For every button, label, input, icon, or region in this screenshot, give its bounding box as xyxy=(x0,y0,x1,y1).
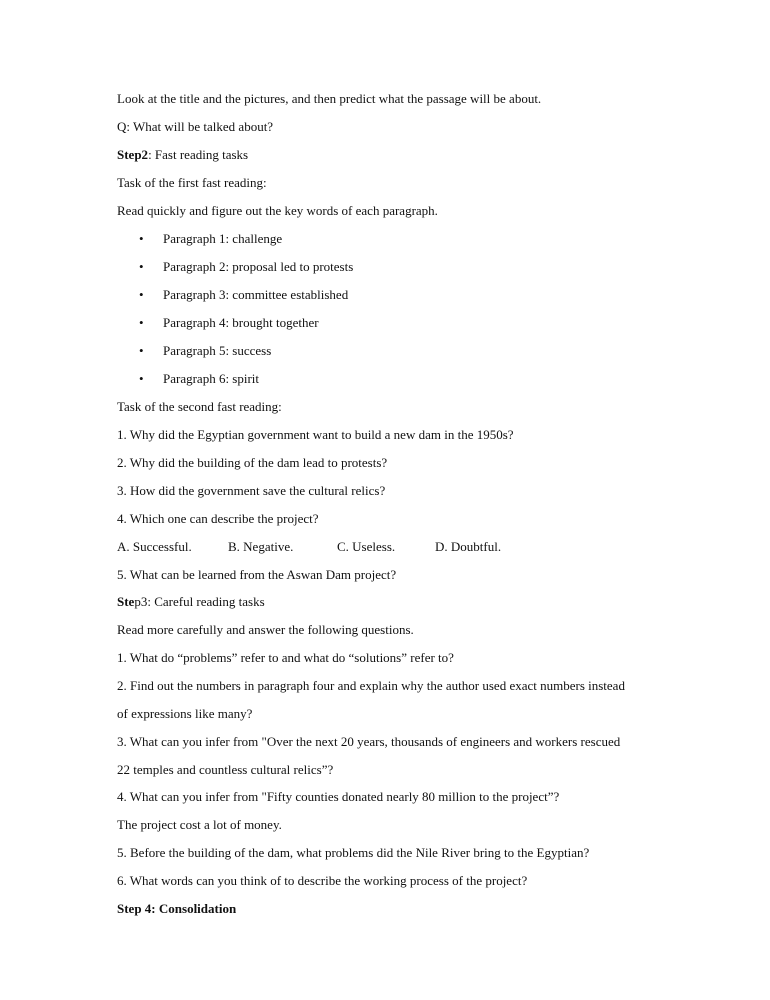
bullet-marker: • xyxy=(139,231,144,246)
task2-question-1: 1. Why did the Egyptian government want to build a new dam in the 1950s? xyxy=(117,427,514,442)
task1-title: Task of the first fast reading: xyxy=(117,175,267,190)
bullet-marker: • xyxy=(139,259,144,274)
answer-options xyxy=(117,538,501,556)
bullet-text: Paragraph 6: spirit xyxy=(163,371,260,386)
task2-question-5: 5. What can be learned from the Aswan Dam project? xyxy=(117,567,397,582)
step2-rest: : Fast reading tasks xyxy=(148,147,249,162)
careful-question-2-cont: of expressions like many? xyxy=(117,706,253,721)
step4-label: Step 4: Consolidation xyxy=(117,901,237,916)
step4-heading xyxy=(117,900,236,918)
careful-question-3-cont: 22 temples and countless cultural relics”? xyxy=(117,762,334,777)
careful-question-5: 5. Before the building of the dam, what problems did the Nile River bring to the Egyptian? xyxy=(117,845,590,860)
bullet-marker: • xyxy=(139,343,144,358)
careful-question-6: 6. What words can you think of to describe the working process of the project? xyxy=(117,873,528,888)
task2-question-3: 3. How did the government save the cultural relics? xyxy=(117,483,386,498)
careful-question-3: 3. What can you infer from "Over the next 20 years, thousands of engineers and workers rescued xyxy=(117,734,621,749)
bullet-marker: • xyxy=(139,287,144,302)
bullet-marker: • xyxy=(139,371,144,386)
step3-rest: p3: Careful reading tasks xyxy=(134,594,265,609)
task2-question-2: 2. Why did the building of the dam lead to protests? xyxy=(117,455,388,470)
step2-label: Step2 xyxy=(117,147,149,162)
option-c: C. Useless. xyxy=(337,539,396,554)
careful-answer-4: The project cost a lot of money. xyxy=(117,817,282,832)
step2-heading xyxy=(117,146,248,164)
step3-instruction: Read more carefully and answer the following questions. xyxy=(117,622,414,637)
bullet-item xyxy=(139,230,282,248)
bullet-item xyxy=(139,286,348,304)
step3-label: Ste xyxy=(117,594,135,609)
bullet-text: Paragraph 1: challenge xyxy=(163,231,283,246)
careful-question-1: 1. What do “problems” refer to and what do “solutions” refer to? xyxy=(117,650,454,665)
bullet-text: Paragraph 3: committee established xyxy=(163,287,349,302)
option-a: A. Successful. xyxy=(117,539,192,554)
bullet-marker: • xyxy=(139,315,144,330)
step3-heading xyxy=(117,593,265,611)
bullet-item xyxy=(139,342,271,360)
bullet-item xyxy=(139,314,319,332)
option-d: D. Doubtful. xyxy=(435,539,502,554)
bullet-text: Paragraph 4: brought together xyxy=(163,315,319,330)
option-b: B. Negative. xyxy=(228,539,294,554)
task2-title: Task of the second fast reading: xyxy=(117,399,282,414)
intro-text: Look at the title and the pictures, and then predict what the passage will be about. xyxy=(117,91,542,106)
bullet-item xyxy=(139,258,353,276)
careful-question-2: 2. Find out the numbers in paragraph four and explain why the author used exact numbers instead xyxy=(117,678,625,693)
bullet-item xyxy=(139,370,259,388)
bullet-text: Paragraph 5: success xyxy=(163,343,272,358)
bullet-text: Paragraph 2: proposal led to protests xyxy=(163,259,354,274)
careful-question-4: 4. What can you infer from "Fifty counties donated nearly 80 million to the project”? xyxy=(117,789,560,804)
question-talk: Q: What will be talked about? xyxy=(117,119,274,134)
task1-instruction: Read quickly and figure out the key words of each paragraph. xyxy=(117,203,438,218)
task2-question-4: 4. Which one can describe the project? xyxy=(117,511,319,526)
